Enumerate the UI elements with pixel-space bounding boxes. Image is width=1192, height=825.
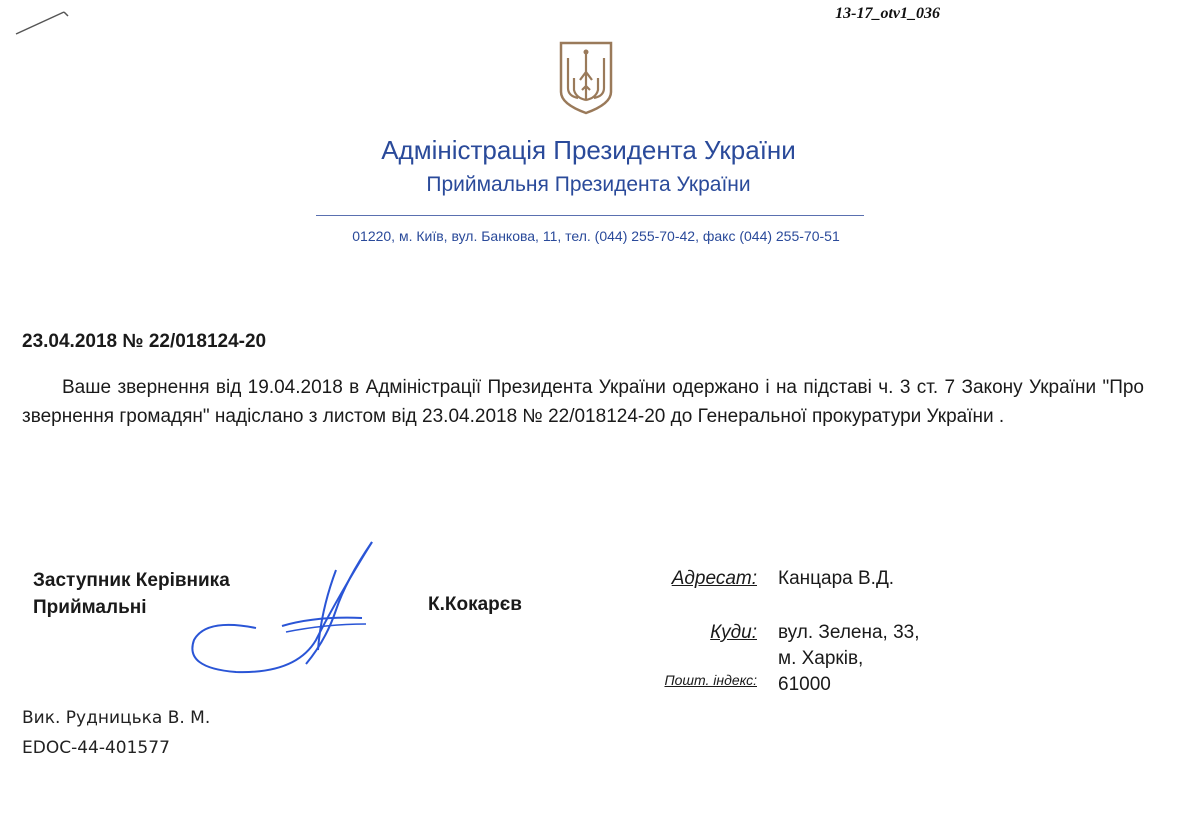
edoc-number: EDOC-44-401577 (22, 738, 170, 758)
letter-body (22, 373, 1144, 431)
signer-position-line1: Заступник Керівника (33, 570, 230, 591)
destination-label: Куди: (710, 622, 757, 643)
department-title: Приймальня Президента України (426, 173, 751, 196)
destination-street: вул. Зелена, 33, (778, 622, 920, 643)
executor-name: Вик. Рудницька В. М. (22, 708, 211, 728)
signer-position-line2: Приймальні (33, 597, 147, 618)
letter-paragraph: Ваше звернення від 19.04.2018 в Адміністрації Президента України одержано і на підставі ч. 3 ст. 7 Закону України "Про звернення громадян" надіслано з листом від 23.04.2018 № 22/018124-20 до Генеральної прокуратури України . (22, 377, 1144, 427)
organization-title: Адміністрація Президента України (381, 135, 796, 165)
reference-number: 23.04.2018 № 22/018124-20 (22, 331, 267, 352)
handwritten-signature (186, 540, 386, 680)
signer-name: К.Кокарєв (428, 594, 522, 615)
destination-address (778, 620, 920, 672)
footer (22, 703, 210, 763)
staple-mark (12, 8, 72, 38)
ukraine-trident-emblem-icon (558, 40, 614, 116)
addressee-label: Адресат: (671, 568, 757, 589)
addressee-value: Канцара В.Д. (778, 568, 895, 589)
organization-address: 01220, м. Київ, вул. Банкова, 11, тел. (044) 255-70-42, факс (044) 255-70-51 (352, 228, 840, 244)
destination-city: м. Харків, (778, 648, 864, 669)
document-code: 13-17_otv1_036 (835, 5, 940, 22)
postal-code-label: Пошт. індекс: (664, 672, 757, 688)
postal-code-value: 61000 (778, 674, 831, 695)
header-divider (316, 215, 864, 216)
